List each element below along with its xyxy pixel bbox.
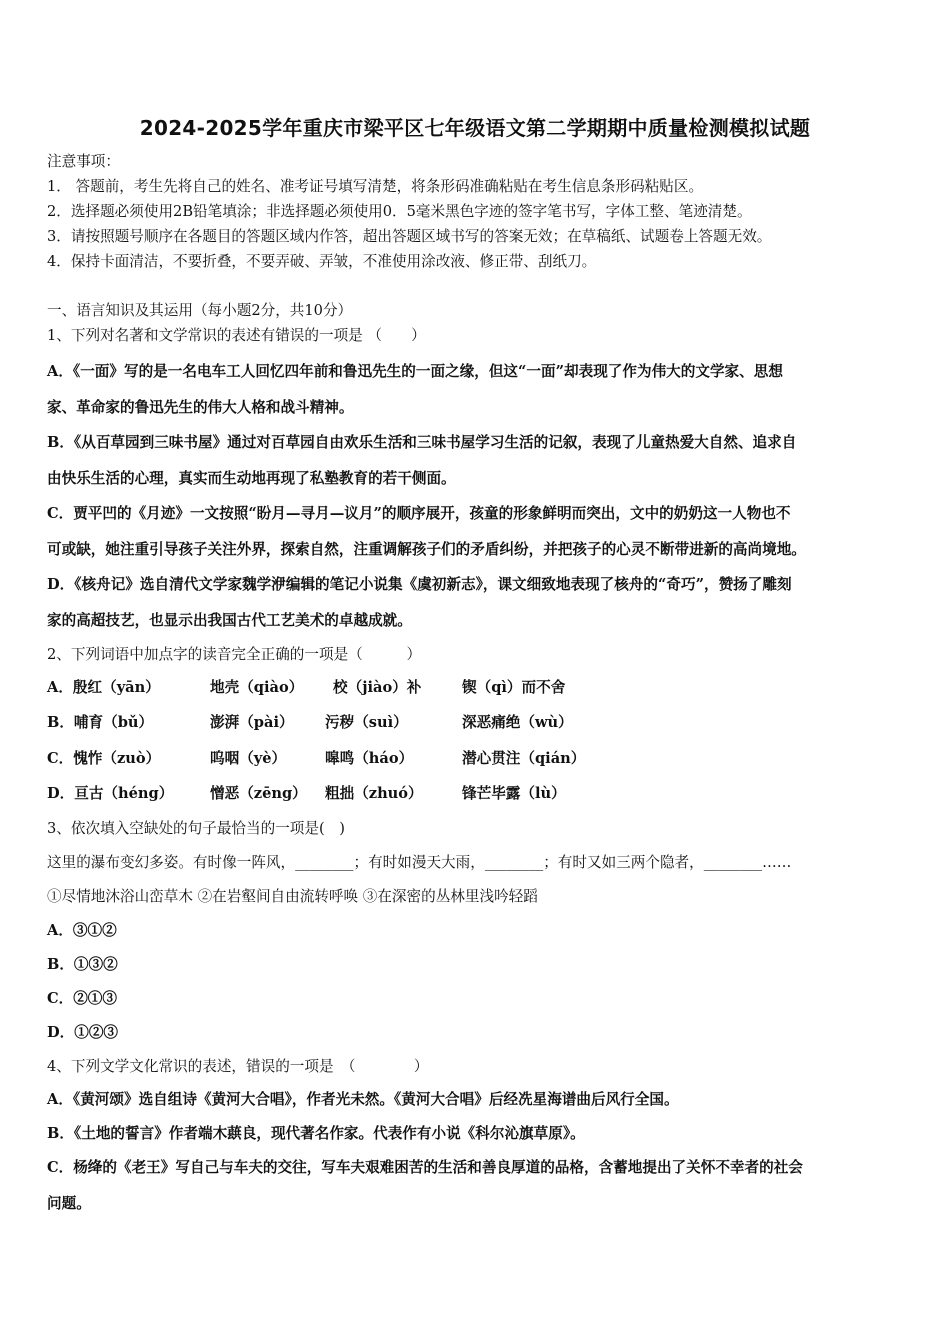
question-1-stem: 1、下列对名著和文学常识的表述有错误的一项是 （ ） xyxy=(47,327,426,344)
question-3-stem: 3、依次填入空缺处的句子最恰当的一项是( ) xyxy=(47,820,345,837)
q2-b-word-4: 深恶痛绝（wù） xyxy=(462,714,573,731)
q2-c-word-1: C．愧怍（zuò） xyxy=(47,750,161,767)
q2-a-word-3: 校（jiào）补 xyxy=(333,679,422,696)
q3-option-a: A．③①② xyxy=(47,922,117,939)
q2-a-word-4: 锲（qì）而不舍 xyxy=(462,679,566,696)
q3-passage: 这里的瀑布变幻多姿。有时像一阵风，________；有时如漫天大雨，________；有时又如三两个隐者，________…… xyxy=(47,854,792,871)
q2-c-word-2: 呜咽（yè） xyxy=(210,750,287,767)
q1-option-c: C．贾平凹的《月迹》一文按照“盼月—寻月—议月”的顺序展开，孩童的形象鲜明而突出，文中的奶奶这一人物也不 xyxy=(47,505,791,522)
q1-option-a-cont: 家、革命家的鲁迅先生的伟大人格和战斗精神。 xyxy=(47,399,354,416)
q2-c-word-3: 嗥鸣（háo） xyxy=(325,750,414,767)
q1-option-d: D．《核舟记》选自清代文学家魏学洢编辑的笔记小说集《虞初新志》，课文细致地表现了核舟的“奇巧”，赞扬了雕刻 xyxy=(47,576,792,593)
q3-option-b: B．①③② xyxy=(47,956,118,973)
notice-item: 1． 答题前，考生先将自己的姓名、准考证号填写清楚，将条形码准确粘贴在考生信息条形码粘贴区。 xyxy=(47,178,704,195)
q1-option-b-cont: 由快乐生活的心理，真实而生动地再现了私塾教育的若干侧面。 xyxy=(47,470,456,487)
q4-option-b: B．《土地的誓言》作者端木蕻良，现代著名作家。代表作有小说《科尔沁旗草原》。 xyxy=(47,1125,585,1142)
q3-option-c: C．②①③ xyxy=(47,990,117,1007)
q4-option-c-cont: 问题。 xyxy=(47,1195,91,1212)
q2-a-word-2: 地壳（qiào） xyxy=(210,679,304,696)
q2-d-word-4: 锋芒毕露（lù） xyxy=(462,785,566,802)
q1-option-d-cont: 家的高超技艺，也显示出我国古代工艺美术的卓越成就。 xyxy=(47,612,412,629)
q2-b-word-3: 污秽（suì） xyxy=(325,714,408,731)
q4-option-c: C．杨绛的《老王》写自己与车夫的交往，写车夫艰难困苦的生活和善良厚道的品格，含蓄地提出了关怀不幸者的社会 xyxy=(47,1159,803,1176)
q1-option-b: B．《从百草园到三味书屋》通过对百草园自由欢乐生活和三味书屋学习生活的记叙，表现了儿童热爱大自然、追求自 xyxy=(47,434,797,451)
q4-option-a: A．《黄河颂》选自组诗《黄河大合唱》，作者光未然。《黄河大合唱》后经冼星海谱曲后风行全国。 xyxy=(47,1091,679,1108)
q2-d-word-3: 粗拙（zhuó） xyxy=(325,785,423,802)
q2-b-word-2: 澎湃（pài） xyxy=(210,714,294,731)
q2-a-word-1: A．殷红（yān） xyxy=(47,679,160,696)
q1-option-c-cont: 可或缺，她注重引导孩子关注外界，探索自然，注重调解孩子们的矛盾纠纷，并把孩子的心灵不断带进新的高尚境地。 xyxy=(47,541,806,558)
notice-item: 2．选择题必须使用2B铅笔填涂；非选择题必须使用0．5毫米黑色字迹的签字笔书写，字体工整、笔迹清楚。 xyxy=(47,203,752,220)
q1-option-a: A．《一面》写的是一名电车工人回忆四年前和鲁迅先生的一面之缘，但这“一面”却表现了作为伟大的文学家、思想 xyxy=(47,363,783,380)
section-heading: 一、语言知识及其运用（每小题2分，共10分） xyxy=(47,302,353,319)
q3-option-d: D．①②③ xyxy=(47,1024,119,1041)
q2-d-word-2: 憎恶（zēng） xyxy=(210,785,307,802)
q2-c-word-4: 潜心贯注（qián） xyxy=(462,750,586,767)
notice-heading: 注意事项： xyxy=(47,153,120,170)
question-2-stem: 2、下列词语中加点字的读音完全正确的一项是（ ） xyxy=(47,646,422,663)
notice-item: 3．请按照题号顺序在各题目的答题区域内作答，超出答题区域书写的答案无效；在草稿纸、试题卷上答题无效。 xyxy=(47,228,772,245)
question-4-stem: 4、下列文学文化常识的表述，错误的一项是 （ ） xyxy=(47,1058,429,1075)
notice-item: 4．保持卡面清洁，不要折叠，不要弄破、弄皱，不准使用涂改液、修正带、刮纸刀。 xyxy=(47,253,597,270)
page-title: 2024-2025学年重庆市梁平区七年级语文第二学期期中质量检测模拟试题 xyxy=(139,116,811,140)
q2-d-word-1: D．亘古（héng） xyxy=(47,785,174,802)
q3-choices: ①尽情地沐浴山峦草木 ②在岩壑间自由流转呼唤 ③在深密的丛林里浅吟轻蹈 xyxy=(47,888,538,905)
q2-b-word-1: B．哺育（bǔ） xyxy=(47,714,154,731)
